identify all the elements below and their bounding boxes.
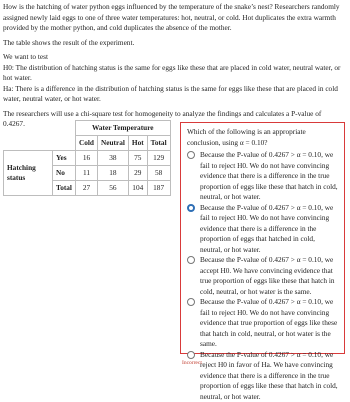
option-text: Because the P-value of 0.4267 > α = 0.10, we accept H0. We have convincing evidence that true proportion of eggs like these that hatch in cold, neutral, or hot water is the same. <box>200 255 335 296</box>
column-header: Neutral <box>97 136 128 151</box>
answer-option[interactable] <box>187 203 338 256</box>
table-cell: 11 <box>75 166 97 181</box>
table-cell: 29 <box>128 166 147 181</box>
test-intro: We want to test <box>3 52 343 63</box>
answer-option[interactable] <box>187 255 338 297</box>
table-cell: 129 <box>147 151 170 166</box>
column-header: Total <box>147 136 170 151</box>
table-row <box>4 151 171 166</box>
radio-button[interactable] <box>187 151 195 159</box>
radio-button[interactable] <box>187 298 195 306</box>
table-cell: 58 <box>147 166 170 181</box>
answer-status: Incorrect <box>182 358 202 369</box>
question-prompt: Which of the following is an appropriate conclusion, using α = 0.10? <box>187 127 338 148</box>
table-intro: The table shows the result of the experiment. <box>3 38 343 49</box>
answer-option[interactable] <box>187 297 338 350</box>
table-cell: 187 <box>147 181 170 196</box>
table-cell: 75 <box>128 151 147 166</box>
table-cell: 104 <box>128 181 147 196</box>
option-text: Because the P-value of 0.4267 > α = 0.10, we fail to reject H0. We do not have convincing evidence that there is a difference in the proportion of eggs that hatched in cold, neutral, or hot water. <box>200 203 333 254</box>
radio-button-selected[interactable] <box>187 204 195 212</box>
option-text: Because the P-value of 0.4267 > α = 0.10, we fail to reject H0. We do not have convincing evidence that there is a difference in the true proportion of eggs like these that hatch in cold, neutral, or hot water. <box>200 150 338 201</box>
problem-statement <box>3 2 343 130</box>
null-hypothesis: H0: The distribution of hatching status is the same for eggs like these that are placed in cold water, neutral water, or hot water. <box>3 63 343 84</box>
column-header: Cold <box>75 136 97 151</box>
contingency-table <box>3 120 171 196</box>
column-header: Hot <box>128 136 147 151</box>
answer-option[interactable] <box>187 350 338 402</box>
radio-button[interactable] <box>187 256 195 264</box>
table-cell: 38 <box>97 151 128 166</box>
option-text: Because the P-value of 0.4267 > α = 0.10, we reject H0 in favor of Ha. We have convincing evidence that there is a difference in the true proportion of eggs like these that hatch in cold, neutral, or hot water. <box>200 350 338 401</box>
table-cell: 18 <box>97 166 128 181</box>
table-cell: 27 <box>75 181 97 196</box>
table-group-header: Water Temperature <box>75 121 170 136</box>
table-cell: 56 <box>97 181 128 196</box>
question-panel <box>180 122 345 354</box>
answer-option[interactable] <box>187 150 338 203</box>
row-label: Yes <box>53 151 76 166</box>
row-group-header: Hatching status <box>4 151 53 196</box>
option-text: Because the P-value of 0.4267 > α = 0.10, we fail to reject H0. We do not have convincing evidence that true proportion of eggs like these that hatch in cold, neutral, or hot water is the same. <box>200 297 337 348</box>
row-label: No <box>53 166 76 181</box>
test-description: The researchers will use a chi-square test for homogeneity to analyze the findings and calculates a P-value of 0.4267. <box>3 109 343 130</box>
table-cell: 16 <box>75 151 97 166</box>
row-label: Total <box>53 181 76 196</box>
alternative-hypothesis: Ha: There is a difference in the distribution of hatching status is the same for eggs like these that are placed in cold water, neutral water, or hot water. <box>3 84 343 105</box>
intro-paragraph: How is the hatching of water python eggs influenced by the temperature of the snake’s nest? Researchers randomly assigned newly laid eggs to one of three water temperatures: hot, neutral, or cold. Hot duplicates the extra warmth provided by the mother python, and cold duplicates the absence of the mother. <box>3 2 343 34</box>
